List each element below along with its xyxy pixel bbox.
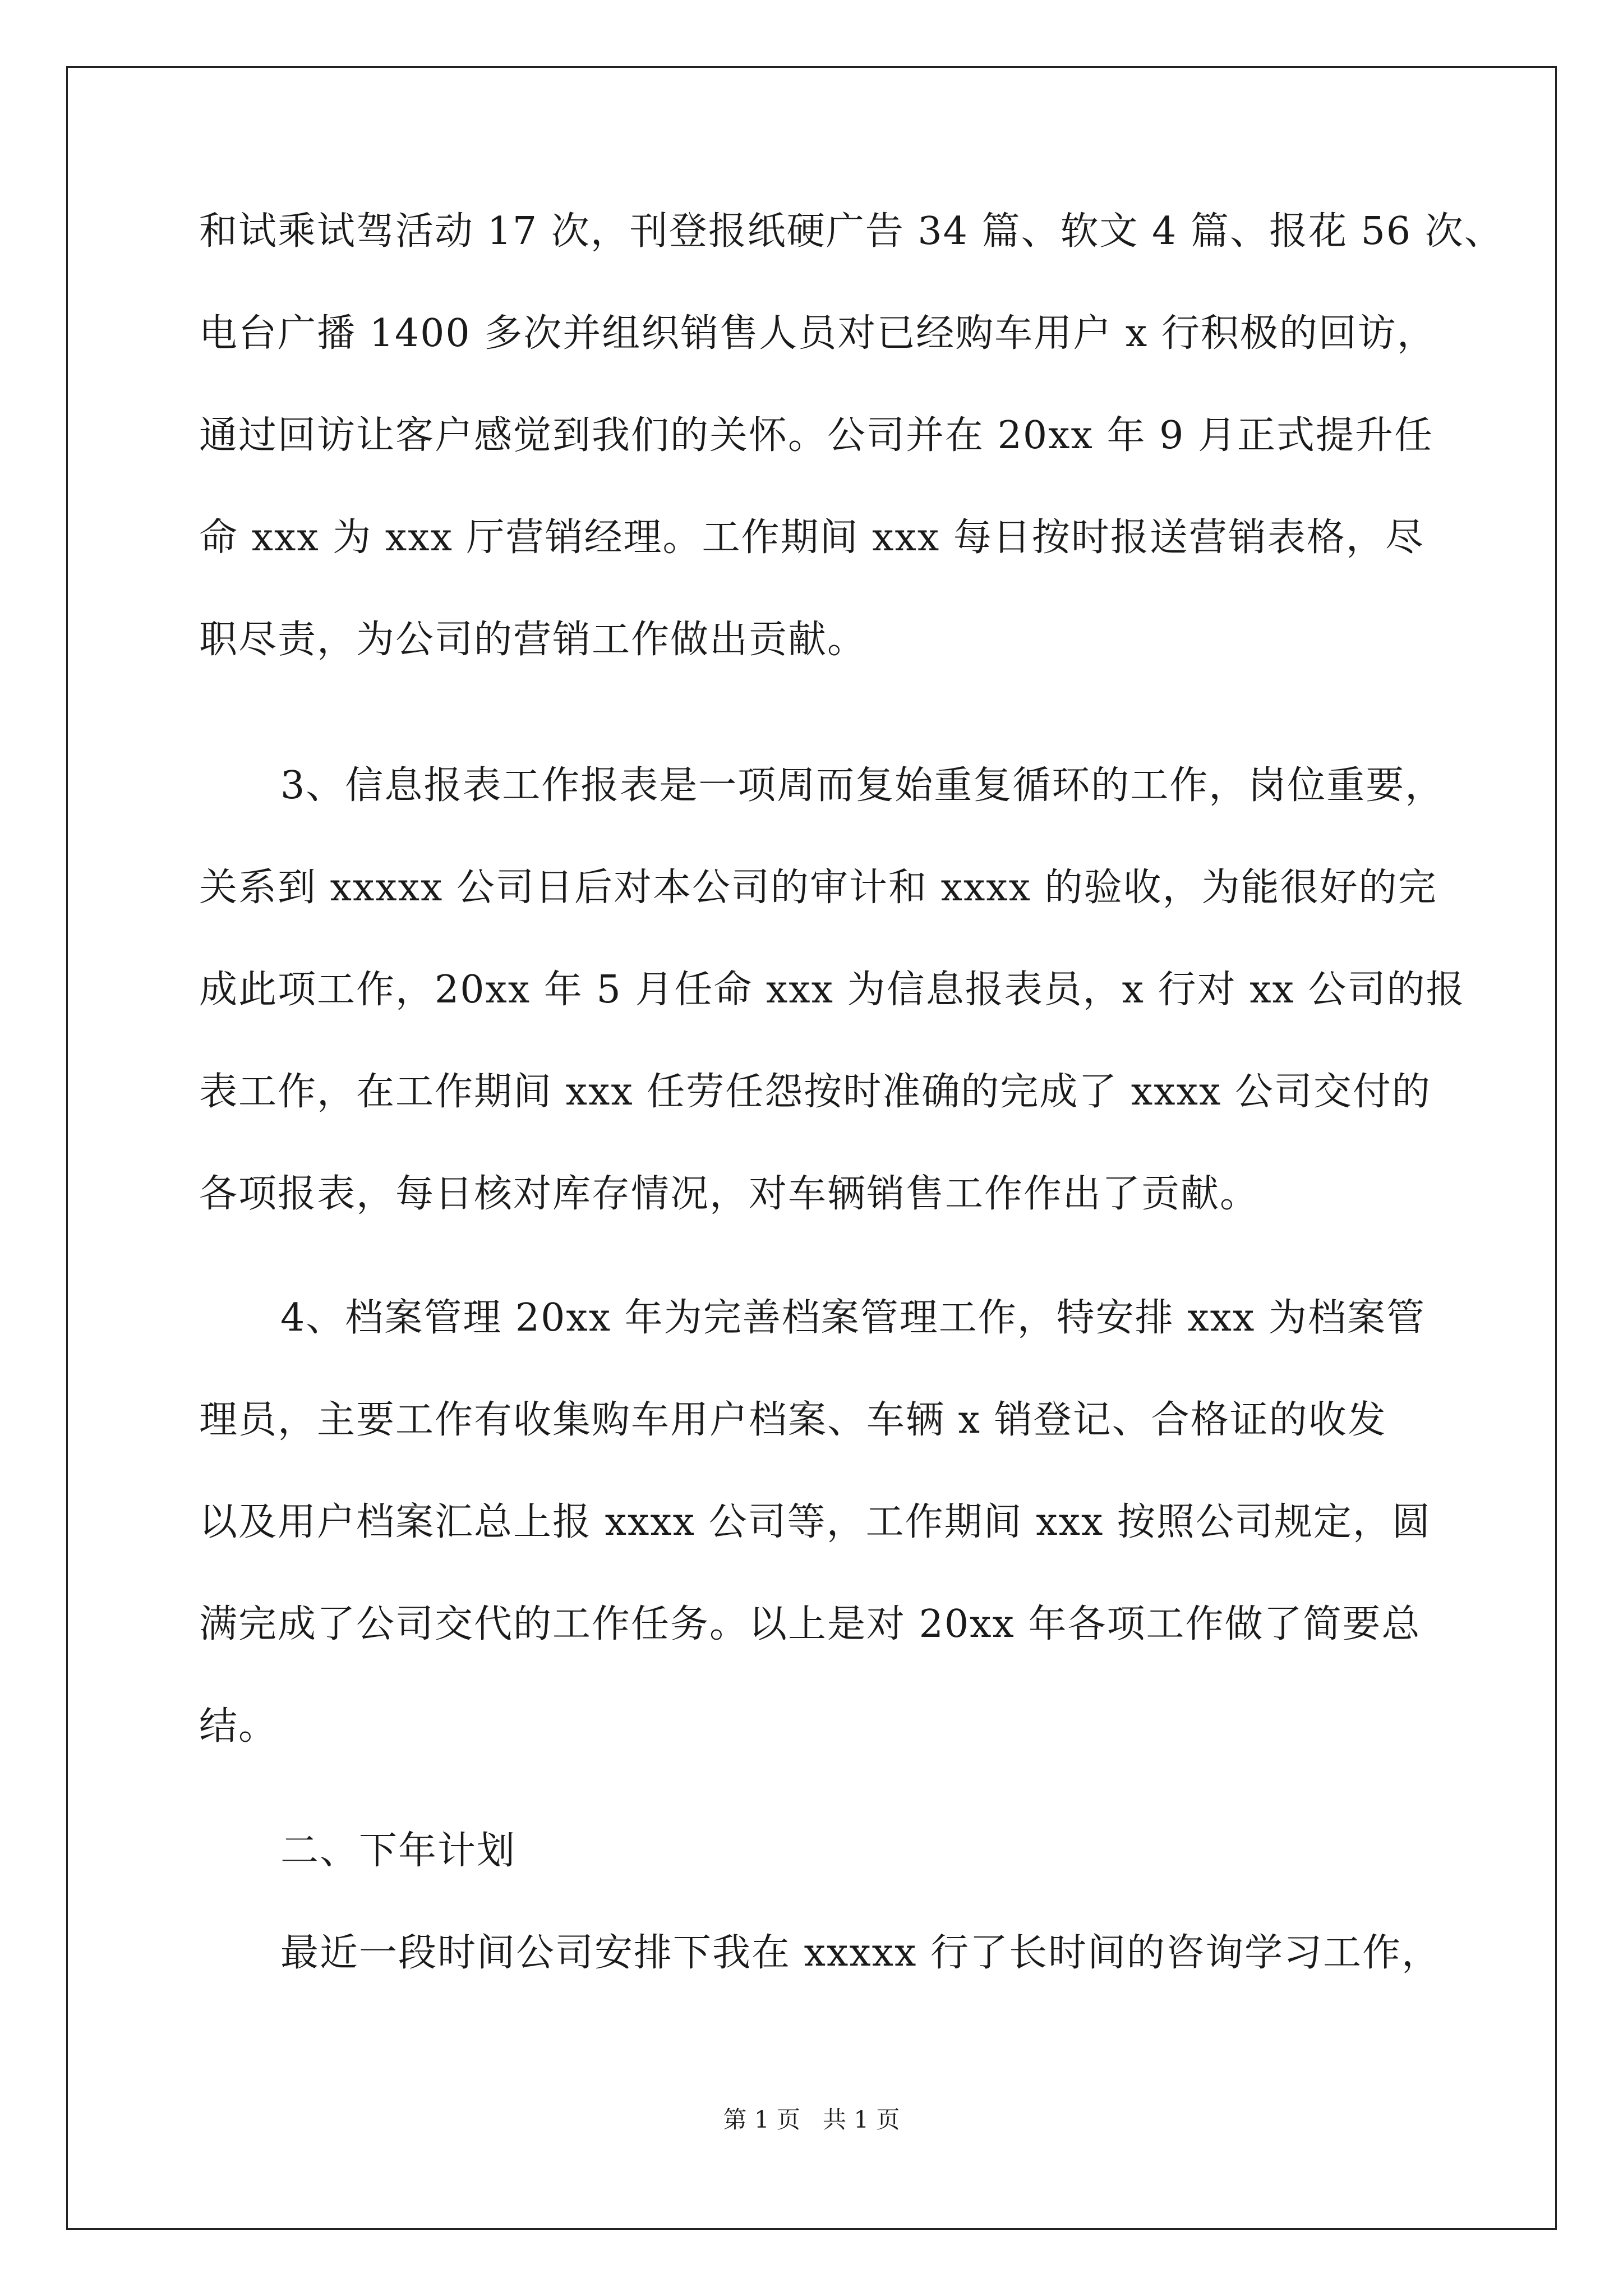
text-line: 关系到 xxxxx 公司日后对本公司的审计和 xxxx 的验收，为能很好的完	[199, 866, 1437, 910]
text-line: 以及用户档案汇总上报 xxxx 公司等，工作期间 xxx 按照公司规定，圆	[199, 1500, 1431, 1544]
text-line: 结。	[199, 1704, 278, 1749]
page-border	[66, 66, 1557, 2230]
paragraph-start-line: 最近一段时间公司安排下我在 xxxxx 行了长时间的咨询学习工作，	[280, 1931, 1441, 1975]
paragraph-start-line: 4、档案管理 20xx 年为完善档案管理工作，特安排 xxx 为档案管	[280, 1296, 1426, 1340]
text-line: 命 xxx 为 xxx 厅营销经理。工作期间 xxx 每日按时报送营销表格，尽	[199, 516, 1424, 560]
text-line: 理员，主要工作有收集购车用户档案、车辆 x 销登记、合格证的收发	[199, 1398, 1387, 1442]
text-line: 满完成了公司交代的工作任务。以上是对 20xx 年各项工作做了简要总	[199, 1602, 1421, 1646]
paragraph-start-line: 3、信息报表工作报表是一项周而复始重复循环的工作，岗位重要，	[280, 763, 1445, 808]
text-line: 和试乘试驾活动 17 次，刊登报纸硬广告 34 篇、软文 4 篇、报花 56 次、	[199, 209, 1504, 254]
text-line: 表工作，在工作期间 xxx 任劳任怨按时准确的完成了 xxxx 公司交付的	[199, 1070, 1431, 1114]
text-line: 电台广播 1400 多次并组织销售人员对已经购车用户 x 行积极的回访，	[199, 311, 1436, 356]
section-heading: 二、下年计划	[280, 1829, 517, 1873]
text-line: 成此项工作，20xx 年 5 月任命 xxx 为信息报表员，x 行对 xx 公司的报	[199, 968, 1465, 1012]
page-number-footer: 第 1 页 共 1 页	[723, 2106, 900, 2133]
text-line: 各项报表，每日核对库存情况，对车辆销售工作作出了贡献。	[199, 1172, 1260, 1216]
text-line: 职尽责，为公司的营销工作做出贡献。	[199, 618, 867, 662]
text-line: 通过回访让客户感觉到我们的关怀。公司并在 20xx 年 9 月正式提升任	[199, 413, 1433, 458]
